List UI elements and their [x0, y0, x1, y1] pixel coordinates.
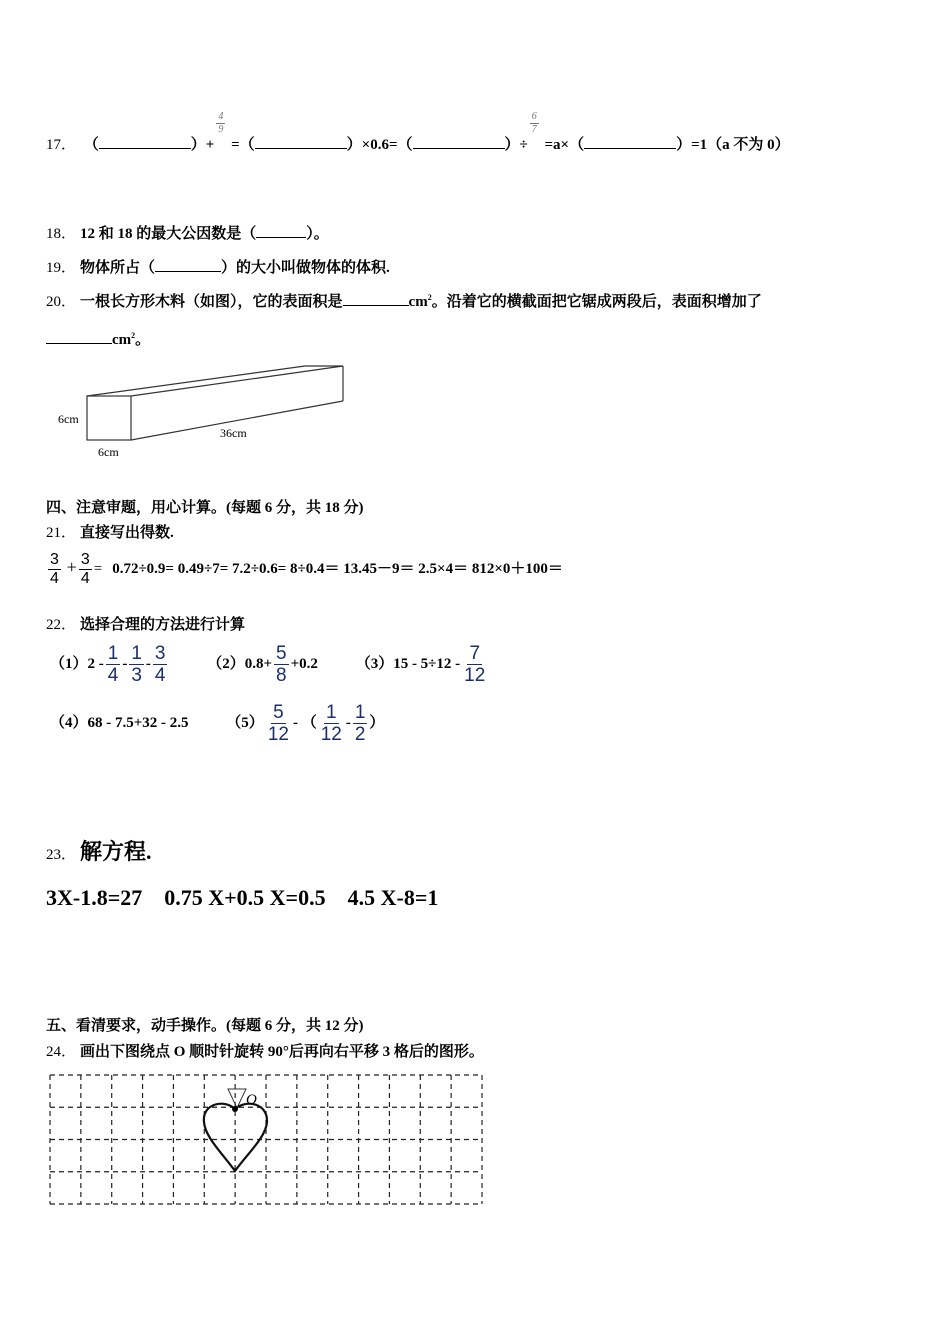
text: +0.2: [290, 655, 318, 672]
fraction: [48, 552, 61, 587]
answer-blank[interactable]: [255, 136, 347, 149]
question-19: [46, 256, 390, 277]
question-24: [46, 1040, 484, 1061]
text: 12 和 18 的最大公因数是（: [80, 226, 257, 242]
cuboid-figure: [40, 355, 360, 465]
question-number: 22．: [46, 617, 77, 633]
numerator: 6: [531, 111, 537, 123]
denominator: 7: [531, 124, 537, 136]
calc-item: 0.49÷7=: [177, 560, 229, 577]
question-18: [46, 222, 329, 243]
equation: 4.5 X-8=1: [347, 885, 439, 910]
fraction: [79, 552, 92, 587]
problem-4: （4）68 - 7.5+32 - 2.5: [50, 714, 189, 731]
denominator: 8: [276, 665, 287, 686]
answer-blank[interactable]: [46, 331, 112, 344]
minus-sign: -: [145, 655, 151, 672]
question-number: 20．: [46, 294, 77, 310]
length-label: 36cm: [220, 426, 247, 440]
calc-item: 7.2÷0.6=: [232, 560, 287, 577]
plus-sign: +: [66, 556, 77, 577]
problem-3: [356, 644, 490, 685]
text: ）=1（a 不为 0）: [676, 137, 790, 153]
calc-item: 812×0＋100＝: [471, 560, 563, 577]
text: （2）0.8+: [207, 655, 273, 672]
section-4-title: 四、注意审题，用心计算。(每题 6 分，共 18 分): [46, 500, 364, 516]
minus-sign: -: [345, 714, 351, 731]
problem-5: [226, 703, 384, 744]
question-22-row-2: [50, 703, 418, 744]
fraction: [129, 644, 144, 685]
fraction: [319, 703, 344, 744]
answer-blank[interactable]: [155, 259, 221, 272]
answer-blank[interactable]: [99, 136, 191, 149]
numerator: 3: [154, 643, 166, 664]
denominator: 3: [131, 665, 142, 686]
question-number: 23．: [46, 847, 77, 863]
width-label: 6cm: [98, 445, 119, 459]
text: （3）15 - 5÷12 -: [355, 655, 461, 672]
text: 物体所占（: [80, 260, 156, 276]
text: ）×0.6=（: [346, 137, 413, 153]
text: - （: [292, 714, 317, 731]
question-21-items: [46, 552, 563, 587]
question-number: 21．: [46, 525, 77, 541]
numerator: 4: [218, 111, 224, 123]
text: ）+: [190, 137, 215, 153]
question-20: [46, 290, 762, 311]
denominator: 4: [107, 665, 119, 686]
fraction: [266, 703, 291, 744]
equations: [46, 885, 438, 911]
question-17: [46, 111, 790, 157]
numerator: 3: [50, 551, 59, 568]
question-number: 19．: [46, 260, 77, 276]
text: （5）: [226, 714, 264, 731]
numerator: 1: [354, 702, 366, 723]
fraction: [216, 112, 225, 135]
question-22: [46, 613, 245, 634]
numerator: 5: [276, 643, 287, 664]
text: ）: [369, 714, 385, 731]
denominator: 12: [320, 724, 342, 745]
fraction: [353, 703, 368, 744]
question-23: [46, 835, 152, 866]
calc-item: 13.45－9＝: [343, 560, 415, 577]
denominator: 2: [354, 724, 366, 745]
equation: 3X-1.8=27: [46, 885, 143, 910]
superscript: 2: [427, 293, 432, 302]
question-number: 17．: [46, 137, 77, 153]
calc-item: 0.72÷0.9=: [112, 560, 174, 577]
numerator: 1: [325, 702, 337, 723]
text: 。沿着它的横截面把它锯成两段后，表面积增加了: [431, 294, 762, 310]
text: ）的大小叫做物体的体积.: [221, 260, 390, 276]
numerator: 3: [80, 551, 90, 568]
numerator: 7: [469, 643, 481, 664]
superscript: 2: [131, 331, 136, 340]
section-5-title: 五、看清要求，动手操作。(每题 6 分，共 12 分): [46, 1018, 364, 1034]
equation: 0.75 X+0.5 X=0.5: [164, 885, 326, 910]
question-title: 直接写出得数.: [80, 525, 174, 541]
numerator: 1: [107, 643, 119, 664]
text: ）。: [306, 226, 329, 242]
fraction: [462, 644, 487, 685]
point-o: [232, 1106, 238, 1112]
denominator: 4: [80, 570, 90, 587]
text: （: [83, 137, 99, 153]
answer-blank[interactable]: [343, 293, 409, 306]
text: =（: [227, 137, 255, 153]
question-title: 解方程.: [80, 839, 152, 864]
cuboid-front-face: [87, 396, 131, 440]
text: ）÷: [504, 137, 528, 153]
fraction: [530, 112, 539, 135]
denominator: 12: [267, 724, 289, 745]
problem-2: [207, 644, 318, 685]
question-22-row-1: [50, 644, 523, 685]
numerator: 5: [273, 702, 284, 723]
question-title: 画出下图绕点 O 顺时针旋转 90°后再向右平移 3 格后的图形。: [80, 1044, 484, 1060]
text: cm: [408, 294, 428, 310]
answer-blank[interactable]: [256, 225, 306, 238]
question-21: [46, 521, 174, 542]
text: （1）2 -: [50, 655, 104, 672]
calc-item: 8÷0.4＝: [290, 560, 340, 577]
height-label: 6cm: [58, 412, 79, 426]
problem-1: [50, 644, 169, 685]
point-o-label: O: [246, 1092, 257, 1108]
equals-sign: =: [93, 560, 103, 577]
minus-sign: -: [122, 655, 128, 672]
question-20-continued: [46, 328, 150, 349]
answer-blank[interactable]: [584, 136, 676, 149]
denominator: 9: [218, 124, 224, 136]
fraction: [274, 644, 289, 685]
numerator: 1: [131, 643, 142, 664]
answer-blank[interactable]: [413, 136, 505, 149]
text: 一根长方形木料（如图），它的表面积是: [80, 294, 343, 310]
denominator: 4: [50, 570, 59, 587]
text: cm: [112, 332, 132, 348]
denominator: 12: [464, 665, 486, 686]
question-number: 18．: [46, 226, 77, 242]
fraction: [153, 644, 168, 685]
calc-item: 2.5×4＝: [418, 560, 469, 577]
denominator: 4: [154, 665, 166, 686]
fraction: [106, 644, 121, 685]
text: 。: [135, 332, 151, 348]
question-title: 选择合理的方法进行计算: [80, 617, 246, 633]
dashed-grid[interactable]: [40, 1065, 490, 1210]
question-number: 24．: [46, 1044, 77, 1060]
text: =a×（: [540, 137, 585, 153]
